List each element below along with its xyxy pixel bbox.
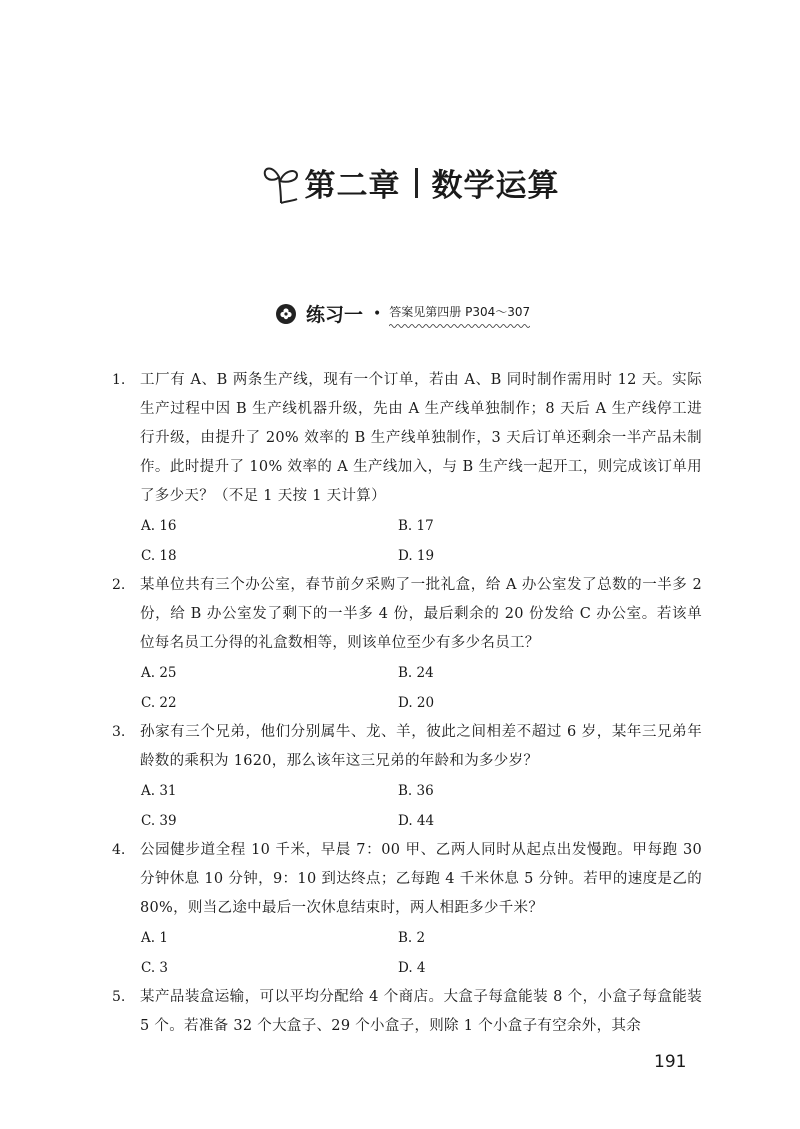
- question-text: 公园健步道全程 10 千米，早晨 7：00 甲、乙两人同时从起点出发慢跑。甲每跑 30 分钟休息 10 分钟，9：10 到达终点；乙每跑 4 千米休息 5 分钟。若甲的速度是乙的 80%，则当乙途中最后一次休息结束时，两人相距多少千米？: [140, 842, 702, 916]
- option-c: C. 22: [141, 695, 177, 711]
- question-number: 1.: [112, 372, 126, 388]
- exercise-heading: [276, 300, 530, 327]
- option-d: D. 44: [398, 813, 435, 829]
- question-1: [112, 366, 702, 571]
- option-d: D. 4: [398, 960, 426, 976]
- answer-reference: [389, 303, 530, 324]
- flower-icon: [276, 304, 296, 324]
- sprout-icon: [261, 161, 301, 205]
- question-number: 5.: [112, 989, 126, 1005]
- option-grid: [141, 923, 702, 983]
- option-grid: [141, 776, 702, 836]
- option-b: B. 17: [398, 518, 434, 534]
- option-b: B. 2: [398, 930, 426, 946]
- question-4: [112, 836, 702, 983]
- question-number: 3.: [112, 724, 126, 740]
- question-text: 某产品装盒运输，可以平均分配给 4 个商店。大盒子每盒能装 8 个，小盒子每盒能装 5 个。若准备 32 个大盒子、29 个小盒子，则除 1 个小盒子有空余外，其余: [140, 989, 702, 1034]
- chapter-heading: [0, 160, 800, 205]
- option-c: C. 18: [141, 548, 177, 564]
- option-a: A. 31: [141, 783, 177, 799]
- question-text: 孙家有三个兄弟，他们分别属牛、龙、羊，彼此之间相差不超过 6 岁，某年三兄弟年龄数的乘积为 1620，那么该年这三兄弟的年龄和为多少岁？: [140, 724, 702, 769]
- option-a: A. 1: [141, 930, 168, 946]
- question-text: 工厂有 A、B 两条生产线，现有一个订单，若由 A、B 同时制作需用时 12 天。实际生产过程中因 B 生产线机器升级，先由 A 生产线单独制作；8 天后 A 生产线停工进行升级，由提升了 20% 效率的 B 生产线单独制作，3 天后订单还剩余一半产品未制作。此时提升了 10% 效率的 A 生产线加入，与 B 生产线一起开工，则完成该订单用了多少天？（不足 1 天按 1 天计算）: [140, 372, 702, 504]
- option-grid: [141, 658, 702, 718]
- option-grid: [141, 511, 702, 571]
- exercise-title: 练习一: [306, 304, 364, 326]
- bullet-dot: •: [373, 305, 382, 322]
- wavy-underline: [389, 323, 530, 329]
- option-a: A. 25: [141, 665, 177, 681]
- option-a: A. 16: [141, 518, 177, 534]
- answer-reference-text: 答案见第四册 P304～307: [389, 305, 531, 319]
- page-number: 191: [654, 1052, 687, 1072]
- option-b: B. 24: [398, 665, 434, 681]
- question-text: 某单位共有三个办公室，春节前夕采购了一批礼盒，给 A 办公室发了总数的一半多 2 份，给 B 办公室发了剩下的一半多 4 份，最后剩余的 20 份发给 C 办公室。若该单位每名员工分得的礼盒数相等，则该单位至少有多少名员工？: [140, 577, 702, 651]
- question-3: [112, 718, 702, 836]
- question-list: [112, 366, 702, 1041]
- chapter-divider: [415, 168, 418, 198]
- option-d: D. 20: [398, 695, 435, 711]
- option-d: D. 19: [398, 548, 435, 564]
- chapter-title: 第二章: [304, 168, 401, 204]
- question-5: [112, 983, 702, 1041]
- question-number: 4.: [112, 842, 126, 858]
- question-number: 2.: [112, 577, 126, 593]
- question-2: [112, 571, 702, 718]
- option-c: C. 39: [141, 813, 177, 829]
- option-b: B. 36: [398, 783, 434, 799]
- option-c: C. 3: [141, 960, 169, 976]
- chapter-subject: 数学运算: [431, 168, 560, 204]
